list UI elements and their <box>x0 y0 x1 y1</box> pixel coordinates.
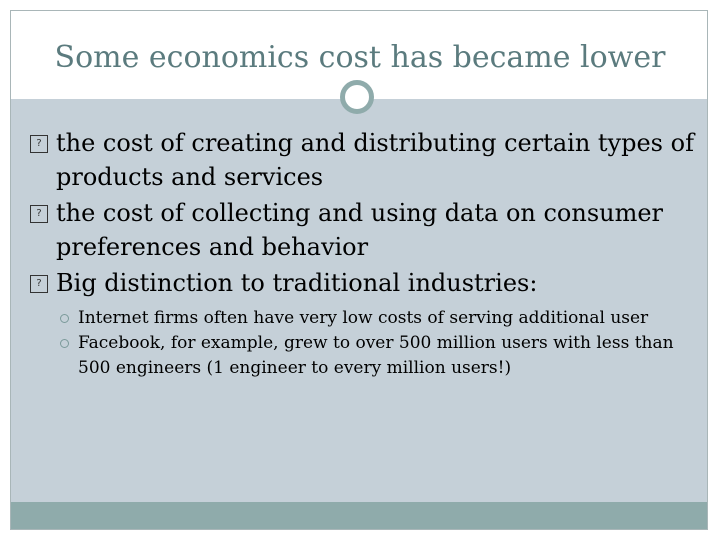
sub-bullet-item <box>60 331 695 381</box>
bullet-item <box>30 126 695 194</box>
sub-bullet-text: Facebook, for example, grew to over 500 million users with less than 500 engineers (1 engineer to every million users!) <box>78 333 674 378</box>
footer-bar <box>11 502 707 529</box>
bullet-text: Big distinction to traditional industries: <box>56 269 538 297</box>
bullet-text: the cost of collecting and using data on consumer preferences and behavior <box>56 199 664 261</box>
sub-bullet-item <box>60 306 695 331</box>
slide-content <box>30 126 695 381</box>
missing-glyph-bullet-icon: ? <box>30 275 48 293</box>
bullet-text: the cost of creating and distributing certain types of products and services <box>56 129 694 191</box>
bullet-item <box>30 196 695 264</box>
slide-title: Some economics cost has became lower <box>54 40 666 75</box>
sub-bullet-text: Internet firms often have very low costs of serving additional user <box>78 308 649 328</box>
bullet-item <box>30 266 695 300</box>
decorative-ring <box>340 80 374 114</box>
sub-bullet-list <box>30 306 695 381</box>
circle-bullet-icon <box>60 339 69 348</box>
circle-bullet-icon <box>60 314 69 323</box>
missing-glyph-bullet-icon: ? <box>30 205 48 223</box>
missing-glyph-bullet-icon: ? <box>30 135 48 153</box>
